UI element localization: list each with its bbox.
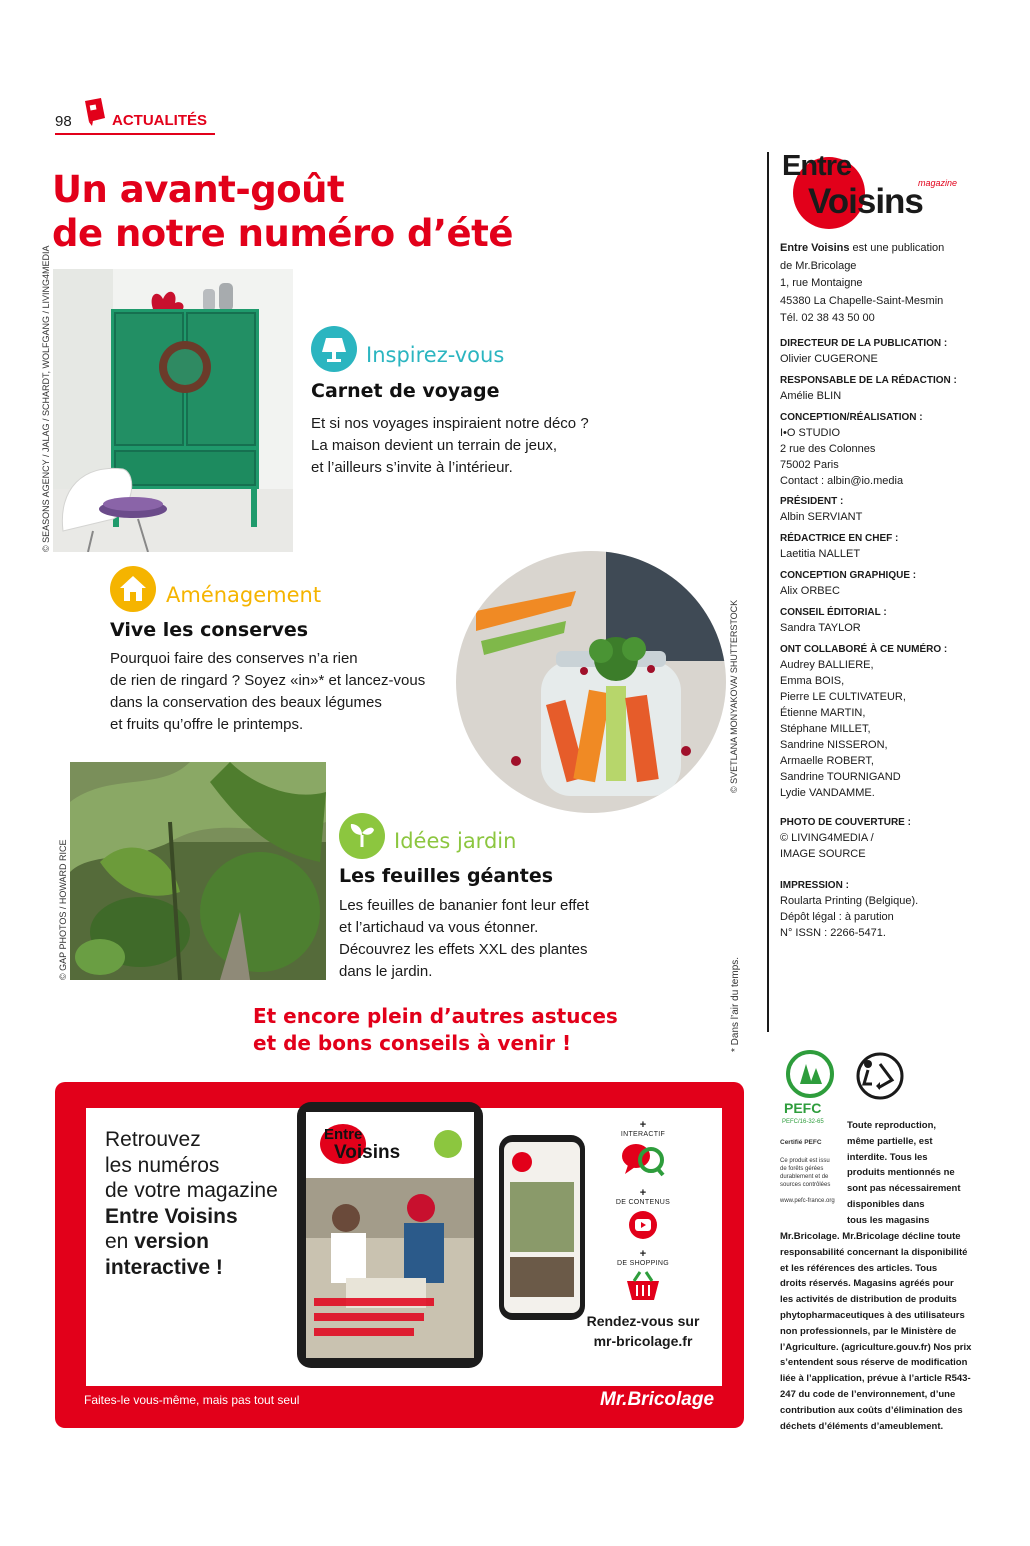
credit-name: Sandra TAYLOR — [780, 622, 861, 634]
tablet-logo-bottom: Voisins — [334, 1142, 401, 1163]
legal-line: tous les magasins — [847, 1214, 930, 1226]
legal-line: phytopharmaceutiques à des utilisateurs — [780, 1309, 965, 1321]
phone-screen — [504, 1142, 580, 1313]
credit-heading: CONCEPTION GRAPHIQUE : — [780, 570, 917, 581]
category-label-amenagement: Aménagement — [166, 583, 322, 607]
header-rule — [55, 133, 215, 135]
credit-block-redaction — [780, 374, 980, 404]
publisher-intro — [780, 240, 980, 256]
rendez-line-2[interactable]: mr-bricolage.fr — [593, 1333, 693, 1349]
more-tips-line-2: et de bons conseils à venir ! — [253, 1031, 572, 1055]
promo-en: en — [105, 1230, 129, 1253]
pefc-line: www.pefc-france.org — [780, 1198, 835, 1204]
text-line: dans la conservation des beaux légumes — [110, 694, 382, 711]
credit-heading: IMPRESSION : — [780, 880, 849, 891]
text-line: et l’ailleurs s’invite à l’intérieur. — [311, 459, 513, 476]
more-tips-line-1: Et encore plein d’autres astuces — [253, 1004, 618, 1028]
credit-heading: RESPONSABLE DE LA RÉDACTION : — [780, 375, 957, 386]
article-title-feuilles: Les feuilles géantes — [339, 865, 554, 887]
address-line: 45380 La Chapelle-Saint-Mesmin — [780, 294, 944, 307]
article-body-feuilles — [339, 895, 589, 983]
address-line: de Mr.Bricolage — [780, 259, 857, 272]
pefc-line: durablement et de — [780, 1174, 829, 1180]
credit-line: 2 rue des Colonnes — [780, 443, 876, 455]
promo-link-text[interactable] — [578, 1311, 708, 1351]
publisher-info — [780, 240, 980, 326]
credit-block-conception — [780, 411, 980, 489]
badge-plus-1: + — [639, 1119, 647, 1131]
sidebar-rule — [767, 152, 769, 1032]
logo-entre: Entre — [782, 150, 852, 182]
text-line: et l’artichaud va vous étonner. — [339, 919, 539, 936]
photo-credit-1: © SEASONS AGENCY / JALAG / SCHARDT, WOLFGANG / LIVING4MEDIA — [41, 245, 51, 552]
photo-credit-3: © GAP PHOTOS / HOWARD RICE — [58, 839, 68, 980]
credit-heading: CONCEPTION/RÉALISATION : — [780, 412, 923, 423]
credit-heading: RÉDACTRICE EN CHEF : — [780, 533, 899, 544]
text-line: de rien de ringard ? Soyez «in»* et lancez-vous — [110, 672, 426, 689]
contributor: Audrey BALLIERE, — [780, 659, 874, 671]
tablet-cover-photo — [306, 1178, 474, 1358]
photo-pickle-jar — [456, 551, 726, 813]
badge-label-contenus: DE CONTENUS — [615, 1199, 671, 1206]
badge-label-shopping: DE SHOPPING — [617, 1260, 669, 1267]
credit-line: Contact : albin@io.media — [780, 475, 904, 487]
legal-line: sont pas nécessairement — [847, 1183, 961, 1195]
article-title-carnet: Carnet de voyage — [311, 380, 500, 402]
contributor: Emma BOIS, — [780, 675, 845, 687]
mr-bricolage-logo: Mr.Bricolage — [600, 1389, 715, 1410]
legal-line: s’entendent sous réserve de modification — [780, 1357, 968, 1369]
credit-heading: ONT COLLABORÉ À CE NUMÉRO : — [780, 644, 948, 655]
phone-cover-image — [510, 1182, 574, 1252]
contributor: Sandrine NISSERON, — [780, 739, 888, 751]
page-number: 98 — [55, 113, 72, 130]
pefc-code: PEFC/16-32-65 — [782, 1119, 824, 1125]
promo-text — [105, 1127, 315, 1280]
credit-block-editorial — [780, 606, 980, 636]
credit-heading: PHOTO DE COUVERTURE : — [780, 817, 911, 828]
credit-line: Dépôt légal : à parution — [780, 911, 894, 923]
house-icon — [110, 566, 156, 612]
badge-plus-2: + — [639, 1187, 647, 1199]
phone-cover-image-2 — [510, 1257, 574, 1297]
text-line: dans le jardin. — [339, 963, 433, 980]
credit-line: N° ISSN : 2266-5471. — [780, 927, 886, 939]
credit-block-director — [780, 337, 980, 367]
tablet-badge — [434, 1130, 462, 1158]
category-label-inspirez-vous: Inspirez-vous — [366, 343, 505, 367]
sprout-icon — [339, 813, 385, 859]
page-title-line-2: de notre numéro d’été — [52, 212, 513, 255]
pefc-trees-icon — [780, 1050, 840, 1098]
credit-heading: CONSEIL ÉDITORIAL : — [780, 607, 887, 618]
legal-full — [780, 1229, 980, 1434]
credit-block-contributors — [780, 643, 980, 801]
legal-line: 247 du code de l’environnement, d’une — [780, 1388, 956, 1400]
entre-voisins-logo — [780, 150, 965, 230]
pefc-label: PEFC — [784, 1100, 822, 1116]
credit-block-president — [780, 495, 980, 525]
legal-line: contribution aux coûts d’élimination des — [780, 1404, 963, 1416]
credit-heading: PRÉSIDENT : — [780, 496, 844, 507]
footnote: * Dans l’air du temps. — [730, 956, 741, 1052]
legal-line: Toute reproduction, — [847, 1120, 937, 1131]
promo-magazine-name: Entre Voisins — [105, 1204, 238, 1228]
chat-bubbles-icon[interactable] — [620, 1141, 666, 1177]
promo-interactive: interactive ! — [105, 1255, 223, 1279]
legal-line: droits réservés. Magasins agréés pour — [780, 1278, 954, 1290]
legal-line: les activités de distribution de produits — [780, 1294, 957, 1306]
promo-line: de votre magazine — [105, 1179, 278, 1202]
credit-name: Alix ORBEC — [780, 585, 840, 597]
legal-line: Mr.Bricolage. Mr.Bricolage décline toute — [780, 1231, 961, 1242]
bookmark-icon — [80, 98, 106, 126]
publisher-name: Entre Voisins — [780, 242, 850, 254]
photo-garden — [70, 762, 326, 980]
credit-block-impression — [780, 879, 980, 941]
pefc-line: sources contrôlées — [780, 1182, 831, 1188]
category-label-idees-jardin: Idées jardin — [394, 829, 517, 853]
page-title-line-1: Un avant-goût — [52, 168, 345, 211]
phone-mockup — [499, 1135, 585, 1320]
promo-line: les numéros — [105, 1153, 220, 1177]
legal-line: liée à l’application, prévue à l’article R543- — [780, 1373, 971, 1385]
photo-credit-2: © SVETLANA MONYAKOVA/ SHUTTERSTOCK — [729, 599, 739, 793]
text-line: Pourquoi faire des conserves n’a rien — [110, 650, 358, 667]
phone-logo — [512, 1152, 532, 1172]
credit-block-graphique — [780, 569, 980, 599]
text-line: Découvrez les effets XXL des plantes — [339, 941, 588, 958]
legal-line: et les références des articles. Tous — [780, 1262, 938, 1274]
credit-name: Olivier CUGERONE — [780, 353, 878, 365]
credit-line: 75002 Paris — [780, 459, 839, 471]
pefc-line: Ce produit est issu — [780, 1158, 830, 1164]
credit-line: © LIVING4MEDIA / — [780, 832, 874, 844]
legal-line: déchets d’éléments d’ameublement. — [780, 1420, 944, 1432]
article-title-conserves: Vive les conserves — [110, 619, 309, 641]
promo-slogan: Faites-le vous-même, mais pas tout seul — [84, 1393, 300, 1407]
legal-line: disponibles dans — [847, 1198, 925, 1210]
tablet-screen — [306, 1112, 474, 1358]
promo-line: Retrouvez — [105, 1128, 201, 1151]
basket-icon[interactable] — [624, 1270, 662, 1302]
photo-green-cabinet — [53, 269, 293, 552]
credit-name: I•O STUDIO — [780, 427, 841, 439]
legal-line: interdite. Tous les — [847, 1151, 928, 1163]
lamp-icon — [311, 326, 357, 372]
address-line: Tél. 02 38 43 50 00 — [780, 312, 875, 324]
tablet-mockup — [297, 1102, 483, 1368]
credit-line: Roularta Printing (Belgique). — [780, 895, 919, 907]
article-body-carnet — [311, 413, 589, 479]
logo-voisins: Voisins — [808, 182, 923, 221]
tablet-logo-top: Entre — [324, 1126, 363, 1143]
pefc-small-text — [780, 1157, 840, 1205]
contributor: Étienne MARTIN, — [780, 707, 866, 719]
address-line: 1, rue Montaigne — [780, 277, 863, 289]
credit-line: IMAGE SOURCE — [780, 848, 866, 860]
promo-version: version — [134, 1230, 209, 1253]
text-line: et fruits qu’offre le printemps. — [110, 716, 304, 733]
text-line: Et si nos voyages inspiraient notre déco ? — [311, 415, 589, 432]
legal-line: produits mentionnés ne — [847, 1167, 955, 1179]
badge-plus-3: + — [639, 1248, 647, 1260]
logo-magazine: magazine — [918, 178, 958, 188]
contributor: Stéphane MILLET, — [780, 723, 871, 735]
article-body-conserves — [110, 648, 425, 736]
contributor: Lydie VANDAMME. — [780, 787, 875, 799]
contributor: Pierre LE CULTIVATEUR, — [780, 691, 906, 703]
legal-line: même partielle, est — [847, 1135, 933, 1147]
legal-line: responsabilité concernant la disponibilité — [780, 1246, 968, 1258]
legal-line: non professionnels, par le Ministère de — [780, 1325, 957, 1337]
legal-short — [847, 1118, 977, 1229]
badge-label-interactif: INTERACTIF — [620, 1131, 666, 1138]
more-tips-heading — [253, 1003, 653, 1057]
credit-name: Albin SERVIANT — [780, 511, 863, 523]
credit-block-chef — [780, 532, 980, 562]
text-line: Les feuilles de bananier font leur effet — [339, 897, 589, 914]
credit-heading: DIRECTEUR DE LA PUBLICATION : — [780, 338, 948, 349]
credit-name: Laetitia NALLET — [780, 548, 861, 560]
legal-line: l’Agriculture. (agriculture.gouv.fr) Nos prix — [780, 1341, 972, 1353]
publisher-intro-rest: est une publication — [849, 242, 945, 254]
credit-block-cover-photo — [780, 816, 980, 862]
section-label: ACTUALITÉS — [112, 112, 207, 129]
contributor: Sandrine TOURNIGAND — [780, 771, 901, 783]
contributor: Armaelle ROBERT, — [780, 755, 874, 767]
play-icon[interactable] — [628, 1210, 658, 1240]
page-title — [52, 168, 672, 256]
pefc-certified: Certifié PEFC — [780, 1139, 822, 1146]
pefc-line: de forêts gérées — [780, 1166, 824, 1172]
recycle-triman-icon — [850, 1050, 910, 1102]
rendez-line-1: Rendez-vous sur — [586, 1313, 700, 1329]
credit-name: Amélie BLIN — [780, 390, 842, 402]
text-line: La maison devient un terrain de jeux, — [311, 437, 557, 454]
